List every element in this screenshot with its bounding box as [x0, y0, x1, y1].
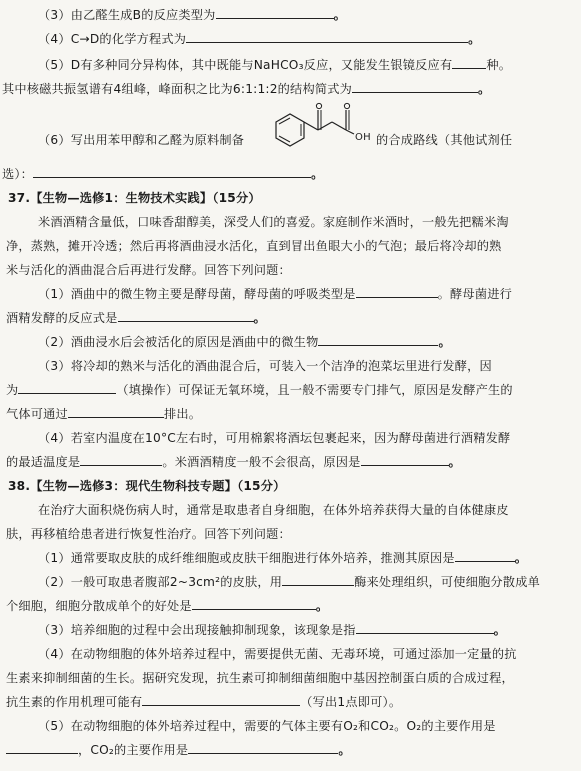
- q36-part3-text: （3）由乙醛生成B的反应类型为: [38, 8, 216, 22]
- q38-part1-text: （1）通常要取皮肤的成纤维细胞或皮肤干细胞进行体外培养，推测其原因是: [38, 551, 455, 565]
- q36-part4: （4）C→D的化学方程式为 。: [38, 32, 481, 46]
- answer-blank[interactable]: [6, 741, 78, 754]
- answer-blank[interactable]: [455, 549, 515, 562]
- q37-part3b: 为 （填操作）可保证无氧环境，且一般不需要专门排气，原因是发酵产生的: [6, 383, 513, 397]
- q36-part6b: [376, 131, 512, 149]
- q38-title: 38.【生物—选修3：现代生物科技专题】（15分）: [8, 479, 286, 493]
- answer-blank[interactable]: [356, 285, 438, 298]
- q36-part5a-text: （5）D有多种同分异构体，其中既能与NaHCO₃反应，又能发生银镜反应有: [38, 58, 453, 72]
- q37-part4a: （4）若室内温度在10°C左右时，可用棉絮将酒坛包裹起来，因为酵母菌进行酒精发酵: [38, 431, 511, 445]
- answer-blank[interactable]: [361, 453, 449, 466]
- q37-part4b: 的最适温度是 。米酒酒精度一般不会很高，原因是 。: [6, 455, 461, 469]
- answer-blank[interactable]: [282, 573, 354, 586]
- q36-part5b: 其中核磁共振氢谱有4组峰，峰面积之比为6:1:1:2的结构简式为 。: [2, 82, 491, 96]
- q36-part6a-text: （6）写出用苯甲醇和乙醛为原料制备: [38, 133, 245, 147]
- answer-blank[interactable]: [18, 381, 116, 394]
- q38-part3: （3）培养细胞的过程中会出现接触抑制现象，该现象是指 。: [38, 623, 507, 637]
- q38-part5a-text: （5）在动物细胞的体外培养过程中，需要的气体主要有O₂和CO₂。O₂的主要作用是: [38, 719, 496, 733]
- answer-blank[interactable]: [186, 30, 468, 43]
- answer-blank[interactable]: [188, 741, 338, 754]
- q37-part3b-text: （填操作）可保证无氧环境，且一般不需要专门排气，原因是发酵产生的: [116, 383, 513, 397]
- q37-intro-1: 米酒酒精含量低，口味香甜醇美，深受人们的喜爱。家庭制作米酒时，一般先把糯米淘: [38, 215, 509, 229]
- q38-part1: （1）通常要取皮肤的成纤维细胞或皮肤干细胞进行体外培养，推测其原因是 。: [38, 551, 528, 565]
- q38-part5b: ，CO₂的主要作用是 。: [6, 741, 351, 759]
- q38-part4a: （4）在动物细胞的体外培养过程中，需要提供无菌、无毒环境，可通过添加一定量的抗: [38, 647, 517, 661]
- q38-intro-1: 在治疗大面积烧伤病人时，通常是取患者自身细胞，在体外培养获得大量的自体健康皮: [38, 503, 509, 517]
- answer-blank[interactable]: [192, 597, 316, 610]
- q37-part1a-text: （1）酒曲中的微生物主要是酵母菌，酵母菌的呼吸类型是: [38, 287, 356, 301]
- q36-part6a: [38, 131, 244, 149]
- q36-part5b-text: 其中核磁共振氢谱有4组峰，峰面积之比为6:1:1:2的结构简式为: [2, 82, 352, 96]
- q36-part6b-text: 的合成路线（其他试剂任: [376, 133, 513, 147]
- answer-blank[interactable]: [33, 165, 311, 178]
- q37-part3c: 气体可通过 排出。: [6, 407, 202, 421]
- q37-part2-text: （2）酒曲浸水后会被活化的原因是酒曲中的微生物: [38, 335, 319, 349]
- q37-title: 37.【生物—选修1：生物技术实践】（15分）: [8, 191, 261, 205]
- q36-part6c: 选）： 。: [2, 167, 324, 181]
- answer-blank[interactable]: [452, 56, 486, 69]
- answer-blank[interactable]: [118, 309, 254, 322]
- answer-blank[interactable]: [216, 6, 334, 19]
- q38-part5a: [38, 717, 496, 735]
- q37-part1b-text: 酒精发酵的反应式是: [6, 311, 118, 325]
- q36-part6c-text: 选）：: [2, 167, 34, 181]
- q37-part1b: 酒精发酵的反应式是 。: [6, 311, 266, 325]
- q37-intro-3: 米与活化的酒曲混合后再进行发酵。回答下列问题：: [6, 263, 291, 277]
- q38-part4b: 生素来抑制细菌的生长。据研究发现，抗生素可抑制细菌细胞中基因控制蛋白质的合成过程，: [6, 671, 514, 685]
- q37-part3a: （3）将冷却的熟米与活化的酒曲混合后，可装入一个洁净的泡菜坛里进行发酵，因: [38, 359, 492, 373]
- q37-part1a: （1）酒曲中的微生物主要是酵母菌，酵母菌的呼吸类型是 。酵母菌进行: [38, 287, 512, 301]
- q37-part2: （2）酒曲浸水后会被活化的原因是酒曲中的微生物 。: [38, 335, 451, 349]
- q38-part4c: 抗生素的作用机理可能有 （写出1点即可）。: [6, 695, 402, 709]
- answer-blank[interactable]: [142, 693, 300, 706]
- answer-blank[interactable]: [318, 333, 438, 346]
- q36-part4-text: （4）C→D的化学方程式为: [38, 32, 187, 46]
- q38-part2b: 个细胞，细胞分散成单个的好处是 。: [6, 599, 329, 613]
- mol-oh-label: OH: [355, 132, 371, 143]
- q38-part2a: （2）一般可取患者腹部2~3cm²的皮肤，用 酶来处理组织，可使细胞分散成单: [38, 575, 540, 589]
- answer-blank[interactable]: [68, 405, 164, 418]
- answer-blank[interactable]: [80, 453, 162, 466]
- benzoylacetic-acid-structure-icon: [262, 100, 372, 160]
- answer-blank[interactable]: [352, 80, 478, 93]
- q36-part5a: （5）D有多种同分异构体，其中既能与NaHCO₃反应，又能发生银镜反应有 种。: [38, 58, 512, 72]
- answer-blank[interactable]: [356, 621, 494, 634]
- q36-part3: （3）由乙醛生成B的反应类型为 。: [38, 8, 346, 22]
- q38-intro-2: 肤，再移植给患者进行恢复性治疗。回答下列问题：: [6, 527, 291, 541]
- q37-intro-2: 净，蒸熟，摊开冷透；然后再将酒曲浸水活化，直到冒出鱼眼大小的气泡；最后将冷却的熟: [6, 239, 502, 253]
